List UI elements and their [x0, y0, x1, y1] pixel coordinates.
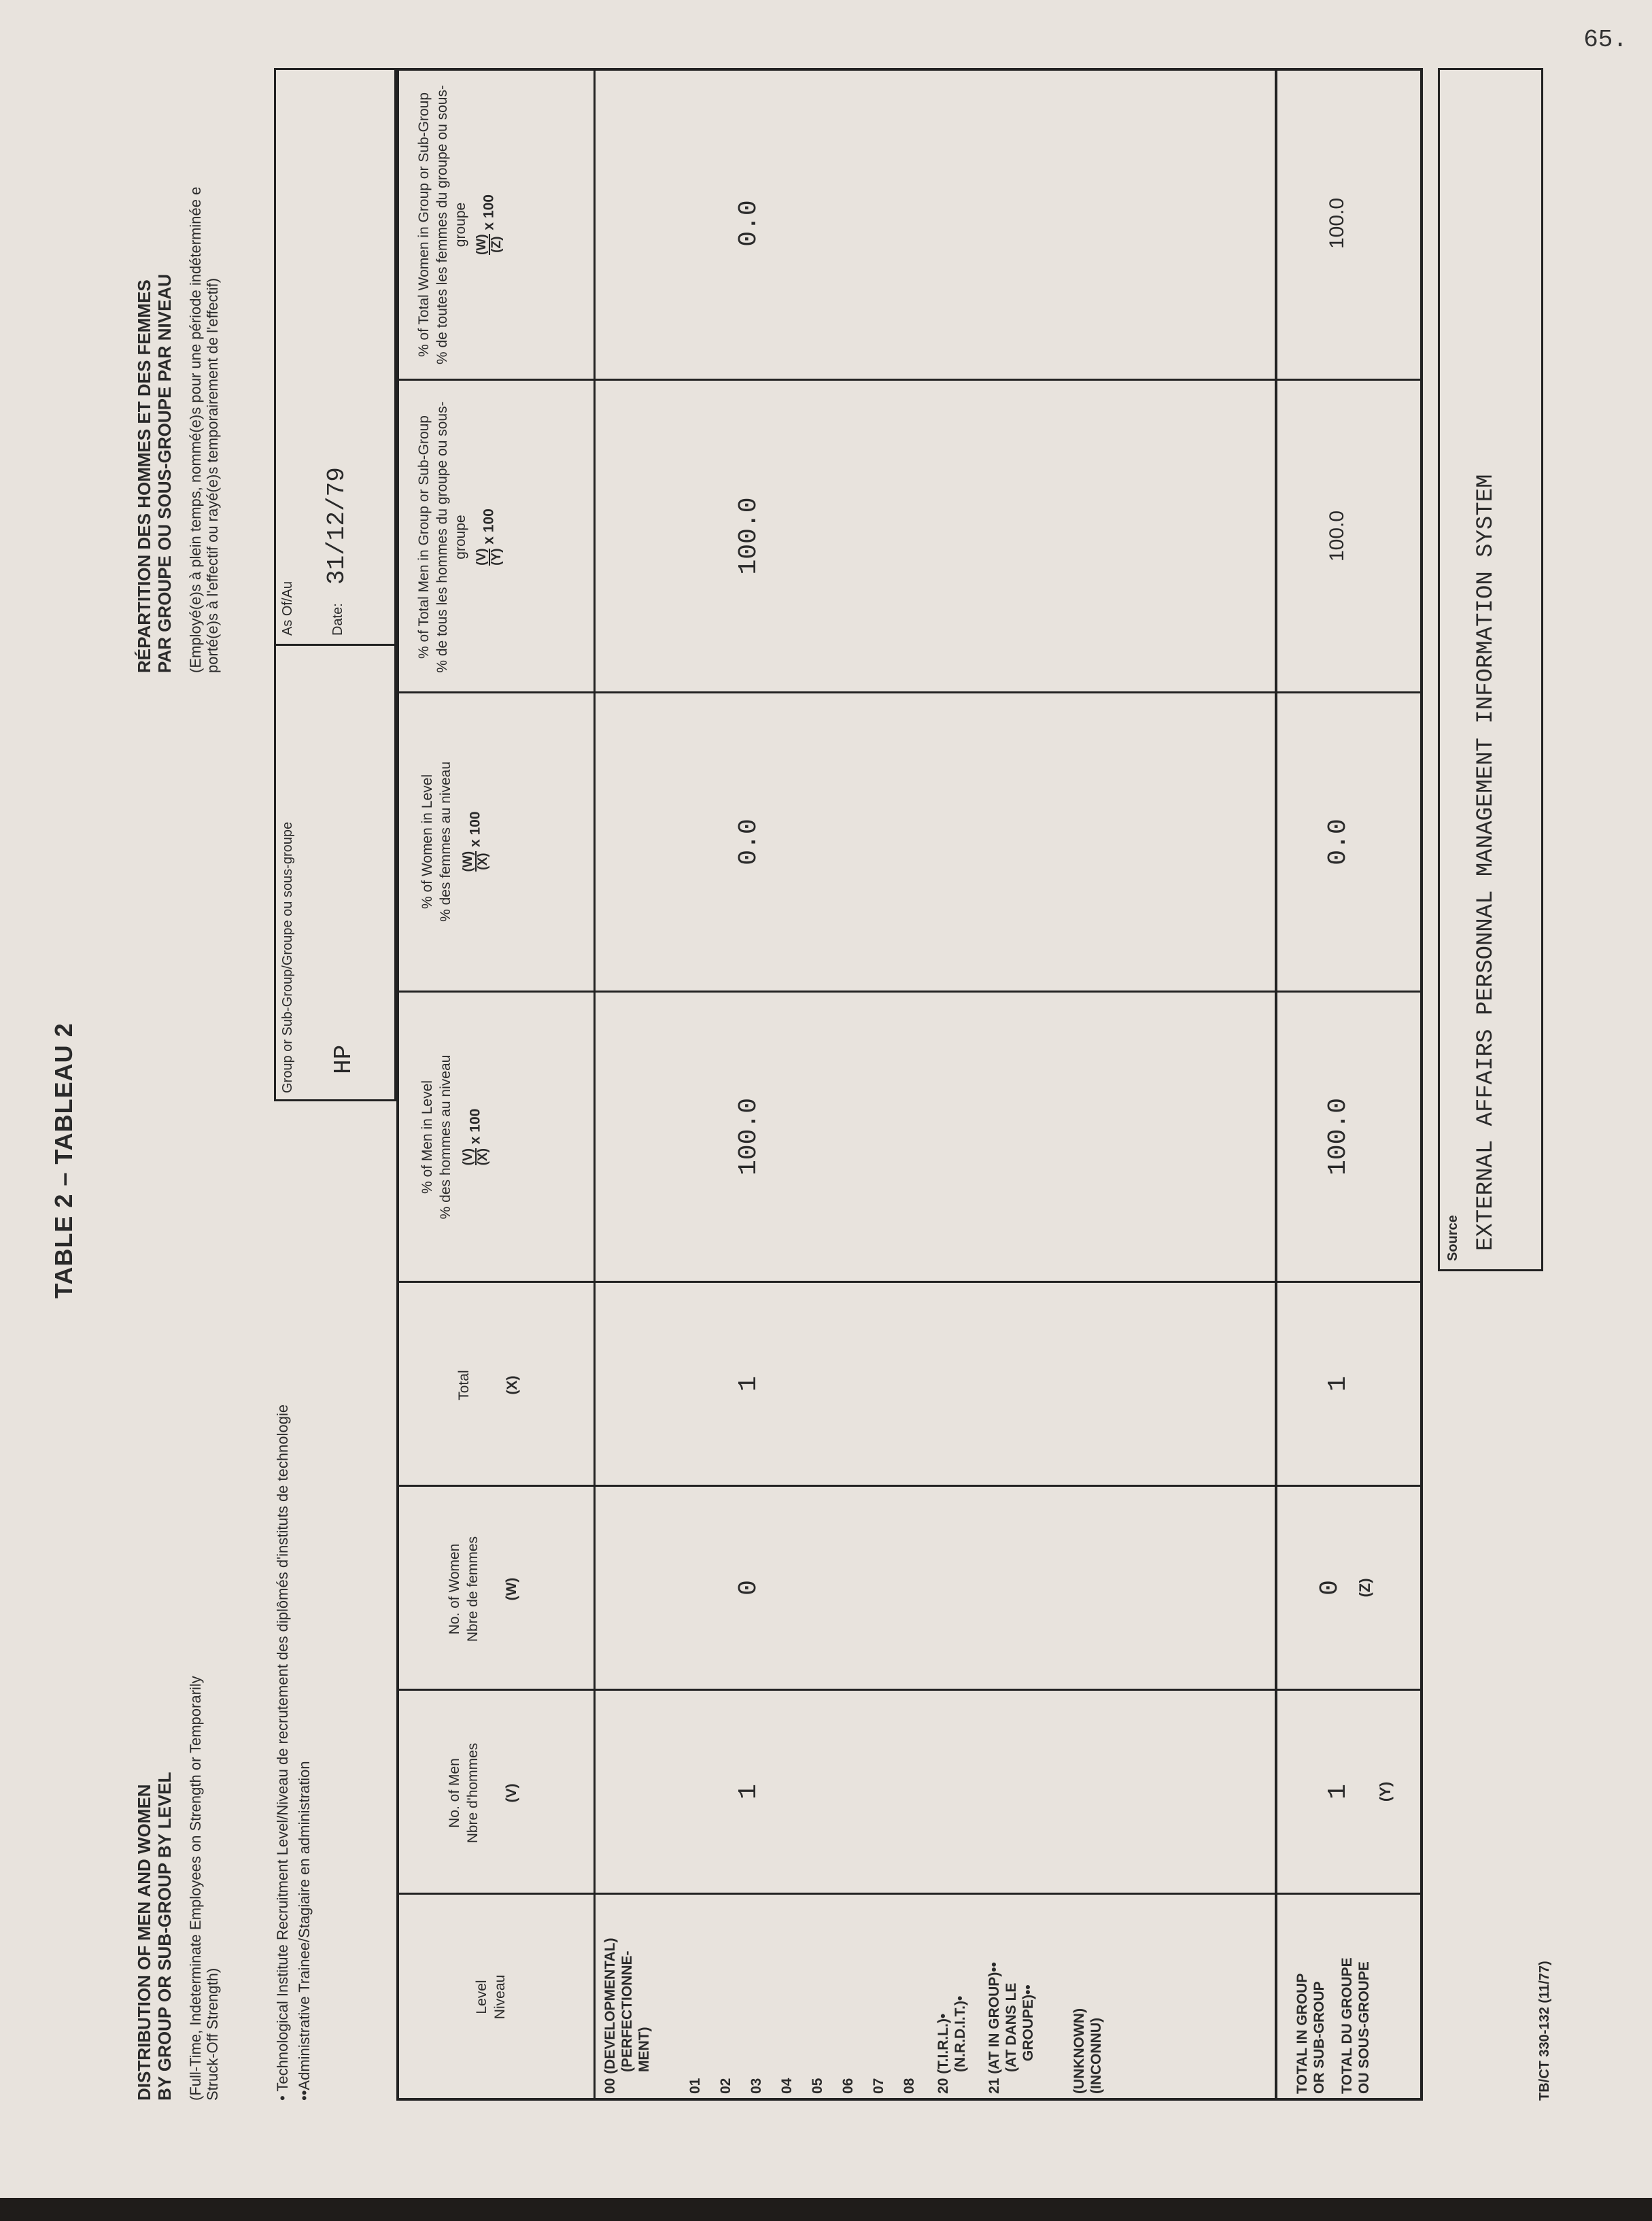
page-number: 65.	[1583, 26, 1628, 54]
group-label: Group or Sub-Group/Groupe ou sous-groupe	[280, 821, 295, 1093]
heading-en-line1: DISTRIBUTION OF MEN AND WOMEN	[134, 1784, 154, 2101]
total-row-label: TOTAL IN GROUP OR SUB-GROUP TOTAL DU GROUPE OU SOUS-GROUPE	[1294, 1957, 1372, 2094]
main-table	[396, 68, 1423, 2101]
row03-men: 1	[734, 1784, 763, 1800]
total-pct-total-men: 100.0	[1326, 510, 1348, 562]
col-pct-total-women: % of Total Women in Group or Sub-Group % de toutes les femmes du groupe ou sous-groupe (W) (Z) x 100	[416, 85, 504, 364]
form-number: TB/CT 330-132 (11/77)	[1537, 1961, 1552, 2101]
level-01: 01	[687, 2078, 703, 2094]
total-pct-total-women: 100.0	[1326, 197, 1348, 249]
scope-fr-line2: porté(e)s à l'effectif ou rayé(e)s temporairement de l'effectif)	[204, 277, 221, 673]
total-pct-women-level: 0.0	[1324, 819, 1353, 865]
group-value: HP	[330, 1044, 358, 1074]
rotated-form	[24, 61, 1581, 2189]
total-men-code: (Y)	[1377, 1781, 1394, 1802]
level-07: 07	[871, 2078, 887, 2094]
total-women: 0	[1315, 1580, 1345, 1596]
total-total: 1	[1324, 1376, 1353, 1392]
scan-edge	[0, 2198, 1652, 2221]
footnote-tirl: • Technological Institute Recruitment Level/Niveau de recrutement des diplômés d'instituts de technologie	[274, 1404, 291, 2101]
level-06: 06	[840, 2078, 856, 2094]
col-pct-women-level: % of Women in Level % des femmes au niveau (W) (X) x 100	[419, 761, 490, 922]
row03-total: 1	[734, 1376, 763, 1392]
row03-pct-total-women: 0.0	[734, 200, 763, 247]
scope-fr-line1: (Employé(e)s à plein temps, nommé(e)s pour une période indéterminée e	[187, 186, 204, 673]
heading-fr-line2: PAR GROUPE OU SOUS-GROUPE PAR NIVEAU	[154, 274, 175, 673]
scope-en-line1: (Full-Time, Indeterminate Employees on Strength or Temporarily	[187, 1676, 204, 2101]
source-label: Source	[1445, 1215, 1460, 1261]
level-05: 05	[810, 2078, 825, 2094]
row03-pct-men-level: 100.0	[734, 1097, 763, 1176]
level-21: 21 (AT IN GROUP)•• (AT DANS LE GROUPE)••	[986, 1962, 1036, 2094]
row03-pct-total-men: 100.0	[734, 497, 763, 575]
col-men: No. of Men Nbre d'hommes (V)	[447, 1742, 519, 1844]
row03-pct-women-level: 0.0	[734, 819, 763, 865]
level-04: 04	[779, 2078, 795, 2094]
page-title: TABLE 2 – TABLEAU 2	[50, 1022, 78, 1298]
row03-women: 0	[734, 1580, 763, 1596]
scope-en-line2: Struck-Off Strength)	[204, 1967, 221, 2101]
level-02: 02	[718, 2078, 734, 2094]
total-women-code: (Z)	[1356, 1578, 1373, 1598]
source-value: EXTERNAL AFFAIRS PERSONNAL MANAGEMENT INFORMATION SYSTEM	[1473, 474, 1499, 1251]
total-pct-men-level: 100.0	[1324, 1097, 1353, 1176]
total-men: 1	[1324, 1784, 1353, 1800]
level-00: 00 (DEVELOPMENTAL) (PERFECTIONNE- MENT)	[602, 1938, 652, 2094]
level-08: 08	[901, 2078, 917, 2094]
date-label: Date:	[330, 603, 345, 636]
col-level: Level Niveau	[474, 1974, 508, 2020]
level-03: 03	[748, 2078, 764, 2094]
date-value: 31/12/79	[323, 467, 351, 585]
heading-fr-line1: RÉPARTITION DES HOMMES ET DES FEMMES	[134, 279, 154, 673]
level-unknown: (UNKNOWN) (INCONNU)	[1071, 2008, 1104, 2094]
as-of-label: As Of/Au	[280, 581, 295, 636]
level-20: 20 (T.I.R.L.)• (N.R.D.I.T.)•	[935, 1995, 968, 2094]
heading-en-line2: BY GROUP OR SUB-GROUP BY LEVEL	[154, 1772, 175, 2101]
col-pct-men-level: % of Men in Level % des hommes au niveau (V) (X) x 100	[419, 1054, 490, 1220]
col-total: Total (X)	[456, 1370, 520, 1400]
col-pct-total-men: % of Total Men in Group or Sub-Group % de tous les hommes du groupe ou sous-groupe (V) (Y) x 100	[416, 401, 504, 673]
col-women: No. of Women Nbre de femmes (W)	[447, 1536, 519, 1642]
footnote-at: ••Administrative Trainee/Stagiaire en administration	[296, 1761, 313, 2101]
